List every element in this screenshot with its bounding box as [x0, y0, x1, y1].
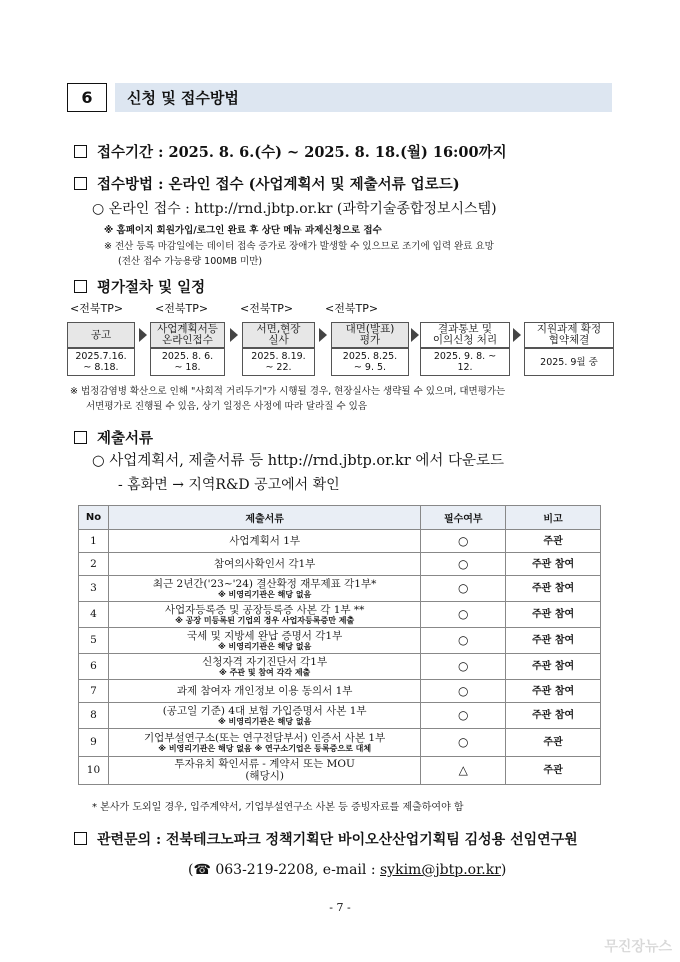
table-row: [79, 553, 601, 576]
header-no: No: [79, 506, 109, 530]
row-no: 3: [79, 576, 109, 602]
header-required: 필수여부: [421, 506, 506, 530]
row-no: 8: [79, 703, 109, 729]
row-remark: 주관 참여: [506, 628, 601, 654]
header-document: 제출서류: [108, 506, 420, 530]
row-document: [108, 628, 420, 654]
tp-label: <전북TP>: [70, 302, 124, 315]
evaluation-label: 평가절차 및 일정: [97, 279, 206, 296]
row-required: ○: [421, 602, 506, 628]
row-document: [108, 553, 420, 576]
table-row: [79, 654, 601, 680]
method-note-1: ※ 홈페이지 회원가입/로그인 완료 후 상단 메뉴 과제신청으로 접수: [104, 225, 382, 236]
doc-title: (공고일 기준) 4대 보험 가입증명서 사본 1부: [162, 704, 367, 717]
doc-note: (해당시): [245, 770, 284, 782]
doc-title: 국세 및 지방세 완납 증명서 각1부: [187, 629, 343, 642]
row-remark: 주관: [506, 729, 601, 757]
section-title: 신청 및 접수방법: [115, 83, 612, 112]
download-line: [92, 449, 504, 470]
row-remark: 주관 참여: [506, 703, 601, 729]
doc-title: 신청자격 자기진단서 각1부: [202, 655, 328, 668]
step-result-notice: 결과통보 및 이의신청 처리: [420, 322, 510, 348]
step-agreement: 지원과제 확정 협약체결: [524, 322, 614, 348]
checkbox-icon: [74, 431, 87, 444]
row-required: ○: [421, 729, 506, 757]
table-row: [79, 602, 601, 628]
row-no: 7: [79, 680, 109, 703]
doc-title: 기업부설연구소(또는 연구전담부서) 인증서 사본 1부: [144, 731, 386, 744]
row-no: 2: [79, 553, 109, 576]
online-url-link[interactable]: http://rnd.jbtp.or.kr: [194, 201, 333, 217]
doc-title: 사업자등록증 및 공장등록증 사본 각 1부 **: [164, 603, 365, 616]
method-note-3: (전산 접수 가능용량 100MB 미만): [118, 256, 263, 267]
evaluation-note-2: 서면평가로 진행될 수 있음, 상기 일정은 사정에 따라 달라질 수 있음: [86, 401, 367, 412]
step-date: 2025. 8.25. ~ 9. 5.: [331, 348, 409, 376]
arrow-right-icon: [230, 328, 238, 342]
row-document: [108, 602, 420, 628]
step-site-inspection: 서면,현장 실사: [242, 322, 315, 348]
step-date: 2025.7.16. ~ 8.18.: [67, 348, 135, 376]
step-presentation: 대면(발표) 평가: [331, 322, 409, 348]
row-required: ○: [421, 680, 506, 703]
row-no: 10: [79, 757, 109, 785]
arrow-right-icon: [513, 328, 521, 342]
download-url-link[interactable]: http://rnd.jbtp.or.kr: [267, 453, 411, 469]
row-required: △: [421, 757, 506, 785]
row-required: ○: [421, 553, 506, 576]
doc-note: ※ 공장 미등록된 기업의 경우 사업자등록증만 제출: [175, 615, 355, 625]
section-number: 6: [67, 83, 107, 112]
download-suffix: 에서 다운로드: [410, 453, 505, 469]
documents-line: [74, 427, 153, 448]
contact-label: 관련문의 : 전북테크노파크 정책기획단 바이오산산업기획팀 김성용 선임연구원: [97, 832, 578, 848]
step-announcement: 공고: [67, 322, 135, 348]
row-document: [108, 680, 420, 703]
phone-suffix: ): [500, 862, 507, 878]
doc-note: ※ 비영리기관은 해당 없음: [217, 589, 312, 599]
row-document: [108, 576, 420, 602]
doc-note: ※ 비영리기관은 해당 없음: [217, 716, 312, 726]
step-date: 2025. 8.19. ~ 22.: [242, 348, 315, 376]
doc-note: ※ 비영리기관은 해당 없음: [217, 641, 312, 651]
table-row: [79, 530, 601, 553]
contact-line: [74, 829, 578, 849]
row-required: ○: [421, 530, 506, 553]
arrow-right-icon: [139, 328, 147, 342]
tp-label: <전북TP>: [155, 302, 209, 315]
doc-title: 최근 2년간('23~'24) 결산확정 재무제표 각1부*: [152, 577, 377, 590]
header-remark: 비고: [506, 506, 601, 530]
row-remark: 주관: [506, 530, 601, 553]
documents-table: [78, 505, 601, 785]
row-no: 1: [79, 530, 109, 553]
row-no: 9: [79, 729, 109, 757]
table-row: [79, 680, 601, 703]
evaluation-note-1: ※ 법정감염병 확산으로 인해 "사회적 거리두기"가 시행될 경우, 현장실사는 생략될 수 있으며, 대면평가는: [70, 386, 506, 397]
doc-title: 사업계획서 1부: [229, 534, 301, 547]
documents-label: 제출서류: [97, 430, 154, 447]
doc-title: 과제 참여자 개인정보 이용 동의서 1부: [176, 684, 353, 697]
step-date: 2025. 8. 6. ~ 18.: [150, 348, 225, 376]
table-row: [79, 703, 601, 729]
page-number: - 7 -: [329, 901, 351, 914]
phone-prefix: (☎ 063-219-2208, e-mail :: [188, 862, 380, 878]
doc-note: ※ 비영리기관은 해당 없음 ※ 연구소기업은 등록증으로 대체: [158, 743, 372, 753]
row-document: [108, 757, 420, 785]
method-label: 접수방법 : 온라인 접수 (사업계획서 및 제출서류 업로드): [97, 176, 460, 193]
download-prefix: ○ 사업계획서, 제출서류 등: [92, 453, 268, 469]
row-remark: 주관 참여: [506, 680, 601, 703]
doc-title: 투자유치 확인서류 - 계약서 또는 MOU: [174, 758, 355, 770]
method-line: [74, 173, 460, 194]
watermark-logo: 무진장뉴스: [604, 939, 672, 955]
checkbox-icon: [74, 145, 87, 158]
email-link[interactable]: sykim@jbtp.or.kr: [380, 862, 501, 878]
arrow-right-icon: [411, 328, 419, 342]
online-prefix: ○ 온라인 접수 :: [92, 201, 195, 217]
step-date: 2025. 9월 중: [524, 348, 614, 376]
period-label: 접수기간 : 2025. 8. 6.(수) ~ 2025. 8. 18.(월) 16:00까지: [97, 144, 507, 161]
row-no: 6: [79, 654, 109, 680]
table-row: [79, 757, 601, 785]
row-remark: 주관 참여: [506, 576, 601, 602]
section-header: [67, 83, 612, 112]
table-row: [79, 628, 601, 654]
checkbox-icon: [74, 280, 87, 293]
row-document: [108, 530, 420, 553]
online-suffix: (과학기술종합정보시스템): [332, 201, 497, 217]
table-header-row: [79, 506, 601, 530]
row-document: [108, 654, 420, 680]
table-row: [79, 576, 601, 602]
evaluation-line: [74, 276, 205, 297]
row-remark: 주관 참여: [506, 602, 601, 628]
checkbox-icon: [74, 832, 87, 845]
doc-note: ※ 주관 및 참여 각각 제출: [219, 667, 311, 677]
row-required: ○: [421, 628, 506, 654]
row-required: ○: [421, 654, 506, 680]
row-document: [108, 703, 420, 729]
online-line: [92, 198, 497, 218]
doc-title: 참여의사확인서 각1부: [213, 557, 316, 570]
row-no: 5: [79, 628, 109, 654]
arrow-right-icon: [319, 328, 327, 342]
step-online-submission: 사업계획서등 온라인접수: [150, 322, 225, 348]
table-row: [79, 729, 601, 757]
period-line: [74, 141, 507, 162]
checkbox-icon: [74, 177, 87, 190]
tp-label: <전북TP>: [325, 302, 379, 315]
row-no: 4: [79, 602, 109, 628]
row-remark: 주관 참여: [506, 553, 601, 576]
documents-footnote: * 본사가 도외일 경우, 입주계약서, 기업부설연구소 사본 등 증빙자료를 제출하여야 함: [92, 802, 464, 813]
method-note-2: ※ 전산 등록 마감일에는 데이터 접속 증가로 장애가 발생할 수 있으므로 조기에 입력 완료 요망: [104, 241, 494, 252]
homepage-guide: - 홈화면 → 지역R&D 공고에서 확인: [118, 477, 340, 493]
step-date: 2025. 9. 8. ~ 12.: [420, 348, 510, 376]
row-required: ○: [421, 703, 506, 729]
tp-label: <전북TP>: [240, 302, 294, 315]
row-document: [108, 729, 420, 757]
contact-phone-line: [188, 862, 506, 878]
row-remark: 주관: [506, 757, 601, 785]
row-remark: 주관 참여: [506, 654, 601, 680]
row-required: ○: [421, 576, 506, 602]
